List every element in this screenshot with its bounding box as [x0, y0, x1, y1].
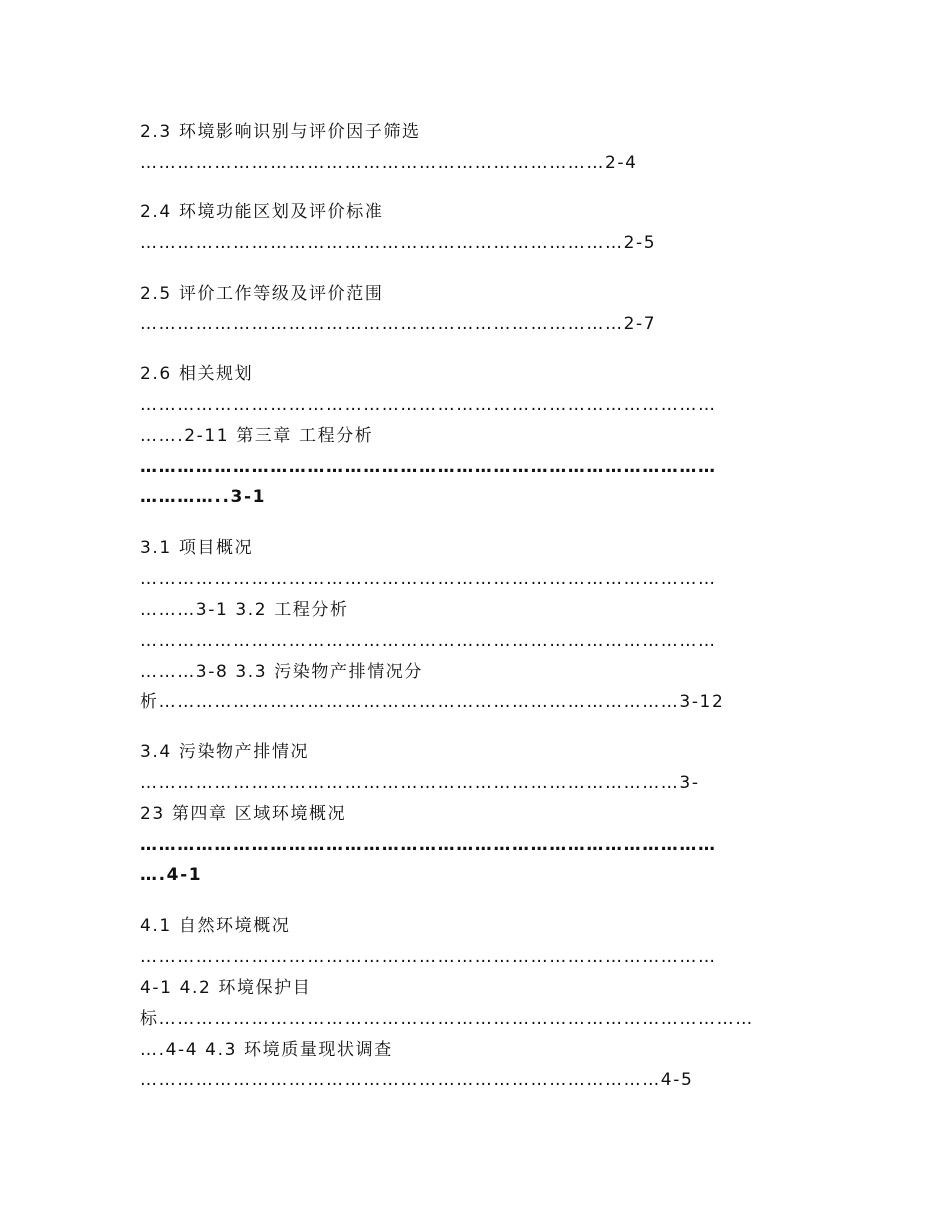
toc-entry-3-4-page-and-chapter-4: 23 第四章 区域环境概况 [140, 804, 347, 824]
toc-entry-2-6-title: 2.6 相关规划 [140, 364, 254, 384]
toc-chapter-3-page: …………..3-1 [140, 487, 267, 507]
toc-entry-2-4-title: 2.4 环境功能区划及评价标准 [140, 202, 384, 222]
toc-entry-4-1-leader: ………………………………………………………………………………… [140, 947, 717, 967]
toc-entry-4-1-page-and-4-2: 4-1 4.2 环境保护目 [140, 978, 312, 998]
toc-entry-3-1-title: 3.1 项目概况 [140, 538, 254, 558]
toc-entry-2-3-leader: …………………………………………………………………2-4 [140, 153, 638, 173]
toc-entry-2-3-title: 2.3 环境影响识别与评价因子筛选 [140, 122, 421, 142]
toc-entry-3-1-leader: ………………………………………………………………………………… [140, 569, 717, 589]
toc-entry-4-3-leader: …………………………………………………………………………4-5 [140, 1070, 694, 1090]
toc-entry-3-2-leader: ………………………………………………………………………………… [140, 631, 717, 651]
toc-entry-3-4-leader: ……………………………………………………………………………3- [140, 773, 700, 793]
toc-chapter-4-leader: ………………………………………………………………………………… [140, 835, 717, 855]
toc-entry-4-1-title: 4.1 自然环境概况 [140, 916, 291, 936]
toc-entry-3-1-page-and-3-2: ………3-1 3.2 工程分析 [140, 600, 349, 620]
toc-entry-2-6-page-and-chapter-3: …….2-11 第三章 工程分析 [140, 426, 374, 446]
toc-entry-3-4-title: 3.4 污染物产排情况 [140, 742, 310, 762]
toc-entry-3-3-leader: 析…………………………………………………………………………3-12 [140, 692, 725, 712]
toc-entry-2-6-leader: ………………………………………………………………………………… [140, 395, 717, 415]
toc-entry-2-5-leader: ……………………………………………………………………2-7 [140, 314, 657, 334]
toc-entry-4-2-page-and-4-3: ….4-4 4.3 环境质量现状调查 [140, 1040, 393, 1060]
toc-entry-3-2-page-and-3-3: ………3-8 3.3 污染物产排情况分 [140, 662, 424, 682]
toc-entry-2-4-leader: ……………………………………………………………………2-5 [140, 233, 657, 253]
toc-chapter-3-leader: ………………………………………………………………………………… [140, 457, 717, 477]
toc-chapter-4-page: ….4-1 [140, 865, 203, 885]
toc-entry-2-5-title: 2.5 评价工作等级及评价范围 [140, 284, 384, 304]
toc-entry-4-2-leader: 标…………………………………………………………………………………… [140, 1009, 754, 1029]
